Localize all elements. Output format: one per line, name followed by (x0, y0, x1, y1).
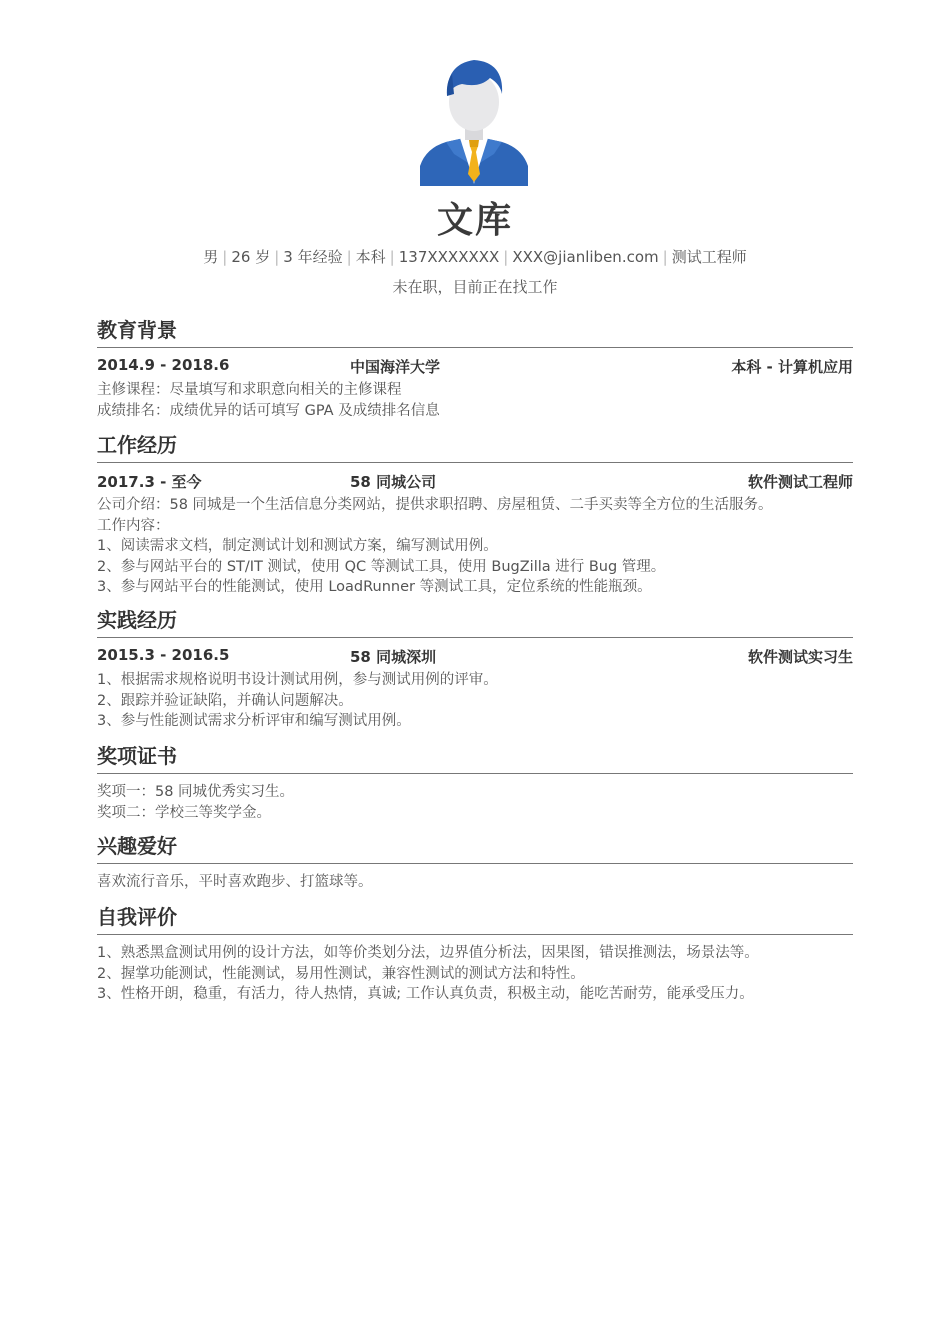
entry-header (97, 356, 853, 376)
entry-date: 2017.3 - 至今 (97, 473, 202, 491)
detail-line: 1、熟悉黑盒测试用例的设计方法，如等价类划分法，边界值分析法，因果图，错误推测法，场景法等。 (97, 945, 759, 961)
detail-line: 公司介绍：58 同城是一个生活信息分类网站，提供求职招聘、房屋租赁、二手买卖等全方位的生活服务。 (97, 497, 773, 513)
education-section (97, 315, 853, 421)
entry-header (97, 646, 853, 666)
divider: | (503, 248, 509, 266)
section-title-hobbies: 兴趣爱好 (97, 831, 853, 864)
person-avatar-icon (420, 54, 528, 186)
phone: 137XXXXXXX (398, 248, 500, 266)
section-title-work: 工作经历 (97, 430, 853, 463)
awards-section (97, 741, 853, 823)
section-title-practice: 实践经历 (97, 605, 853, 638)
entry-organization: 中国海洋大学 (350, 358, 441, 376)
entry-details (97, 670, 853, 732)
avatar (420, 54, 528, 186)
gender: 男 (203, 248, 219, 266)
degree: 本科 (355, 248, 386, 266)
job-status: 未在职，目前正在找工作 (392, 278, 558, 296)
email: XXX@jianliben.com (512, 248, 659, 266)
detail-line: 奖项一：58 同城优秀实习生。 (97, 784, 295, 800)
divider: | (222, 248, 228, 266)
work-section (97, 430, 853, 598)
detail-line: 成绩排名：成绩优异的话可填写 GPA 及成绩排名信息 (97, 402, 440, 419)
experience: 3 年经验 (283, 248, 343, 266)
detail-line: 1、根据需求规格说明书设计测试用例，参与测试用例的评审。 (97, 672, 498, 688)
entry-details (97, 782, 853, 823)
entry-date: 2015.3 - 2016.5 (97, 646, 230, 664)
divider: | (389, 248, 395, 266)
detail-line: 2、参与网站平台的 ST/IT 测试，使用 QC 等测试工具，使用 BugZilla 进行 Bug 管理。 (97, 558, 666, 575)
section-title-awards: 奖项证书 (97, 741, 853, 774)
basic-info-line (0, 246, 950, 267)
entry-organization: 58 同城深圳 (350, 648, 437, 666)
entry-role: 本科 - 计算机应用 (731, 358, 853, 376)
entry-details (97, 495, 853, 598)
detail-line: 1、阅读需求文档，制定测试计划和测试方案，编写测试用例。 (97, 538, 498, 554)
entry-role: 软件测试实习生 (747, 648, 853, 666)
section-title-education: 教育背景 (97, 315, 853, 348)
divider: | (274, 248, 280, 266)
detail-line: 2、握掌功能测试，性能测试，易用性测试，兼容性测试的测试方法和特性。 (97, 965, 585, 982)
section-title-self-evaluation: 自我评价 (97, 902, 853, 935)
divider: | (346, 248, 352, 266)
detail-line: 主修课程：尽量填写和求职意向相关的主修课程 (97, 382, 402, 398)
entry-date: 2014.9 - 2018.6 (97, 356, 230, 374)
job-title: 测试工程师 (671, 248, 747, 266)
self-evaluation-section (97, 902, 853, 1005)
detail-line: 喜欢流行音乐，平时喜欢跑步、打篮球等。 (97, 874, 373, 890)
entry-details (97, 872, 853, 893)
candidate-name: 文库 (436, 200, 513, 241)
detail-line: 2、跟踪并验证缺陷，并确认问题解决。 (97, 692, 353, 709)
entry-organization: 58 同城公司 (350, 473, 437, 491)
entry-details (97, 943, 853, 1005)
hobbies-section (97, 831, 853, 893)
detail-line: 3、性格开朗，稳重，有活力，待人热情，真诚; 工作认真负责，积极主动，能吃苦耐劳，能承受压力。 (97, 986, 754, 1002)
detail-line: 奖项二：学校三等奖学金。 (97, 804, 271, 821)
detail-line: 3、参与性能测试需求分析评审和编写测试用例。 (97, 713, 411, 729)
detail-line: 工作内容： (97, 517, 170, 534)
entry-role: 软件测试工程师 (747, 473, 853, 491)
divider: | (662, 248, 668, 266)
entry-details (97, 380, 853, 421)
entry-header (97, 471, 853, 491)
practice-section (97, 605, 853, 732)
detail-line: 3、参与网站平台的性能测试，使用 LoadRunner 等测试工具，定位系统的性能瓶颈。 (97, 579, 652, 595)
age: 26 岁 (231, 248, 271, 266)
